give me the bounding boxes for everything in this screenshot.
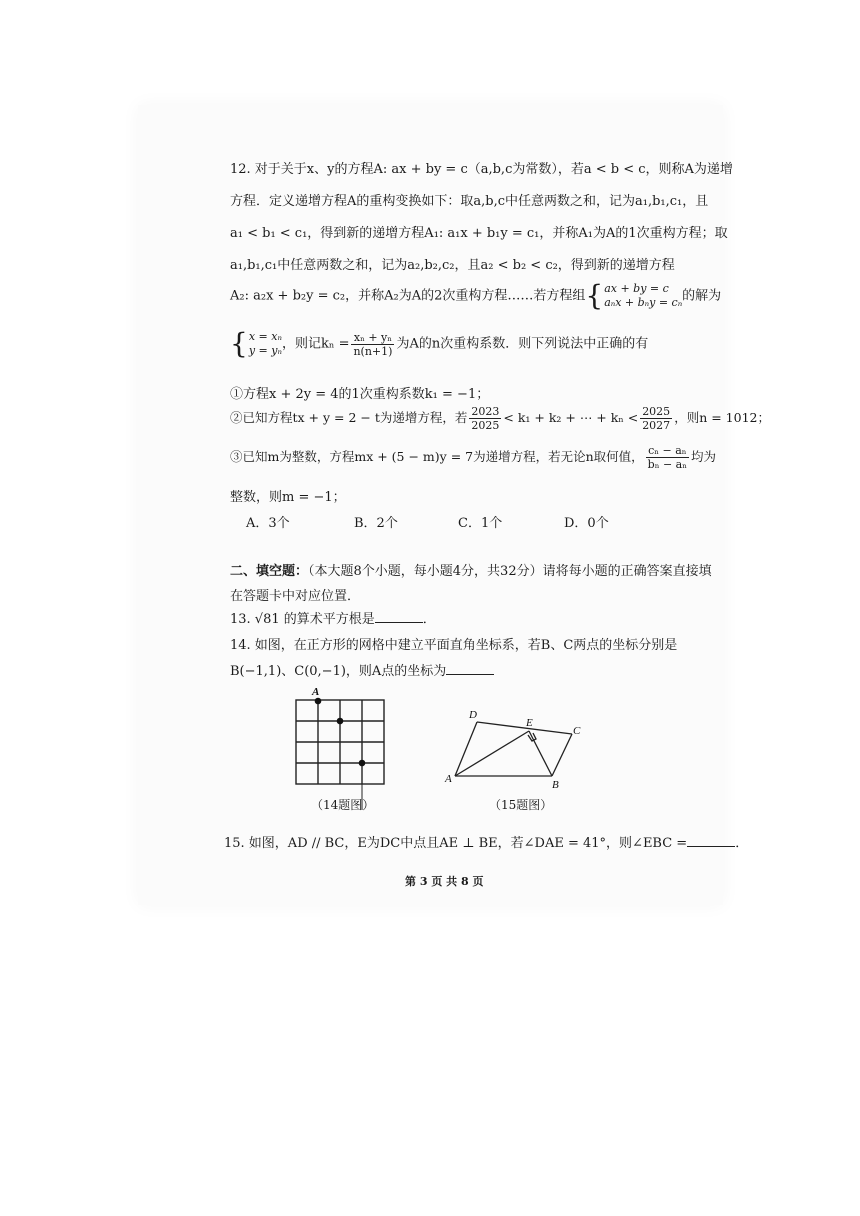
q12-line3: a₁ < b₁ < c₁，得到新的递增方程A₁: a₁x + b₁y = c₁，并称A₁为A的1次重构方程；取 (230, 226, 728, 241)
fraction-kn (351, 331, 394, 358)
statement-2-post: ，则n = 1012； (674, 410, 770, 425)
section2-desc: （本大题8个小题，每小题4分，共32分）请将每小题的正确答案直接填 (308, 564, 712, 579)
figure-14-caption: （14题图） (311, 798, 375, 812)
q14-line1: 14. 如图，在正方形的网格中建立平面直角坐标系，若B、C两点的坐标分别是 (230, 638, 678, 653)
q12-line5-pre: A₂: a₂x + b₂y = c₂，并称A₂为A的2次重构方程……若方程组 (230, 288, 586, 304)
option-c: C．1个 (458, 516, 503, 531)
q15-end: ． (735, 836, 749, 851)
answer-blank (446, 662, 494, 675)
fraction-2023-2025 (469, 405, 501, 432)
system-row-bottom: y = yₙ (248, 344, 282, 357)
q12-line6-post: 为A的n次重构系数．则下列说法中正确的有 (396, 336, 649, 352)
label-c: C (573, 725, 581, 737)
system-row-top: ax + by = c (604, 282, 669, 295)
q13-text: 13. √81 的算术平方根是 (230, 612, 375, 627)
statement-2 (230, 405, 770, 432)
option-d: D．0个 (564, 516, 609, 531)
q13-end: ． (422, 612, 436, 627)
system-row-top: x = xₙ (248, 330, 282, 343)
statement-3-post: 均为 (690, 449, 716, 464)
label-d: D (469, 709, 477, 721)
q12-line5-post: 的解为 (682, 288, 722, 304)
statement-3-pre: ③已知m为整数，方程mx + (5 − m)y = 7为递增方程，若无论n取何值， (230, 449, 644, 464)
statement-3-line2: 整数，则m = −1； (230, 490, 346, 505)
label-a: A (312, 686, 320, 698)
statement-2-pre: ②已知方程tx + y = 2 − t为递增方程，若 (230, 410, 468, 425)
figure-15-trapezoid (442, 700, 592, 795)
statement-1: ①方程x + 2y = 4的1次重构系数k₁ = −1； (230, 387, 490, 402)
grid-lines (296, 700, 384, 810)
q15-text: 15. 如图，AD // BC，E为DC中点且AE ⊥ BE，若∠DAE = 41°，则∠EBC = (224, 836, 688, 851)
answer-blank (687, 834, 735, 847)
system-row-bottom: aₙx + bₙy = cₙ (604, 296, 683, 309)
answer-blank (375, 610, 423, 623)
trapezoid-lines (455, 722, 572, 776)
q12-line2: 方程．定义递增方程A的重构变换如下：取a,b,c中任意两数之和，记为a₁,b₁,c₁，且 (230, 194, 709, 209)
fraction-denominator: 2025 (471, 419, 500, 432)
point-a (315, 698, 322, 705)
q13 (230, 608, 436, 627)
fraction-numerator: cₙ − aₙ (646, 444, 689, 458)
fraction-denominator: 2027 (642, 419, 671, 432)
label-b: B (552, 779, 559, 791)
q12-line5 (230, 279, 722, 312)
q12-line6 (230, 327, 649, 360)
q14-line2-text: B(−1,1)、C(0,−1)，则A点的坐标为 (230, 664, 447, 679)
q14-line2 (230, 660, 494, 679)
brace-icon: { (230, 327, 248, 360)
q12-line6-mid: ，则记kₙ = (281, 336, 350, 352)
option-a: A．3个 (246, 516, 290, 531)
figure-15-caption: （15题图） (489, 798, 553, 812)
fraction-numerator: xₙ + yₙ (351, 331, 394, 345)
fraction-cn-an (646, 444, 689, 471)
option-b: B．2个 (354, 516, 398, 531)
brace-icon: { (585, 279, 604, 312)
label-a: A (445, 773, 452, 785)
point-b (337, 718, 344, 725)
fraction-numerator: 2025 (642, 405, 671, 418)
fraction-numerator: 2023 (471, 405, 500, 418)
section2-header (230, 560, 712, 579)
section2-desc-line2: 在答题卡中对应位置． (230, 589, 361, 604)
equation-system-1 (604, 282, 682, 310)
fraction-2025-2027 (640, 405, 672, 432)
q12-line1: 12. 对于关于x、y的方程A: ax + by = c（a,b,c为常数），若a < b < c，则称A为递增 (230, 162, 733, 177)
q15 (224, 832, 748, 851)
solution-system (249, 330, 282, 358)
statement-2-mid: < k₁ + k₂ + ⋯ + kₙ < (503, 410, 639, 425)
q12-line4: a₁,b₁,c₁中任意两数之和，记为a₂,b₂,c₂，且a₂ < b₂ < c₂，得到新的递增方程 (230, 258, 675, 273)
point-c (359, 760, 366, 767)
statement-3 (230, 444, 716, 471)
fraction-denominator: n(n+1) (353, 344, 393, 358)
page-footer: 第 3 页 共 8 页 (405, 875, 484, 888)
fraction-denominator: bₙ − aₙ (647, 458, 687, 471)
section2-title: 二、填空题： (230, 564, 309, 579)
label-e: E (526, 717, 533, 729)
